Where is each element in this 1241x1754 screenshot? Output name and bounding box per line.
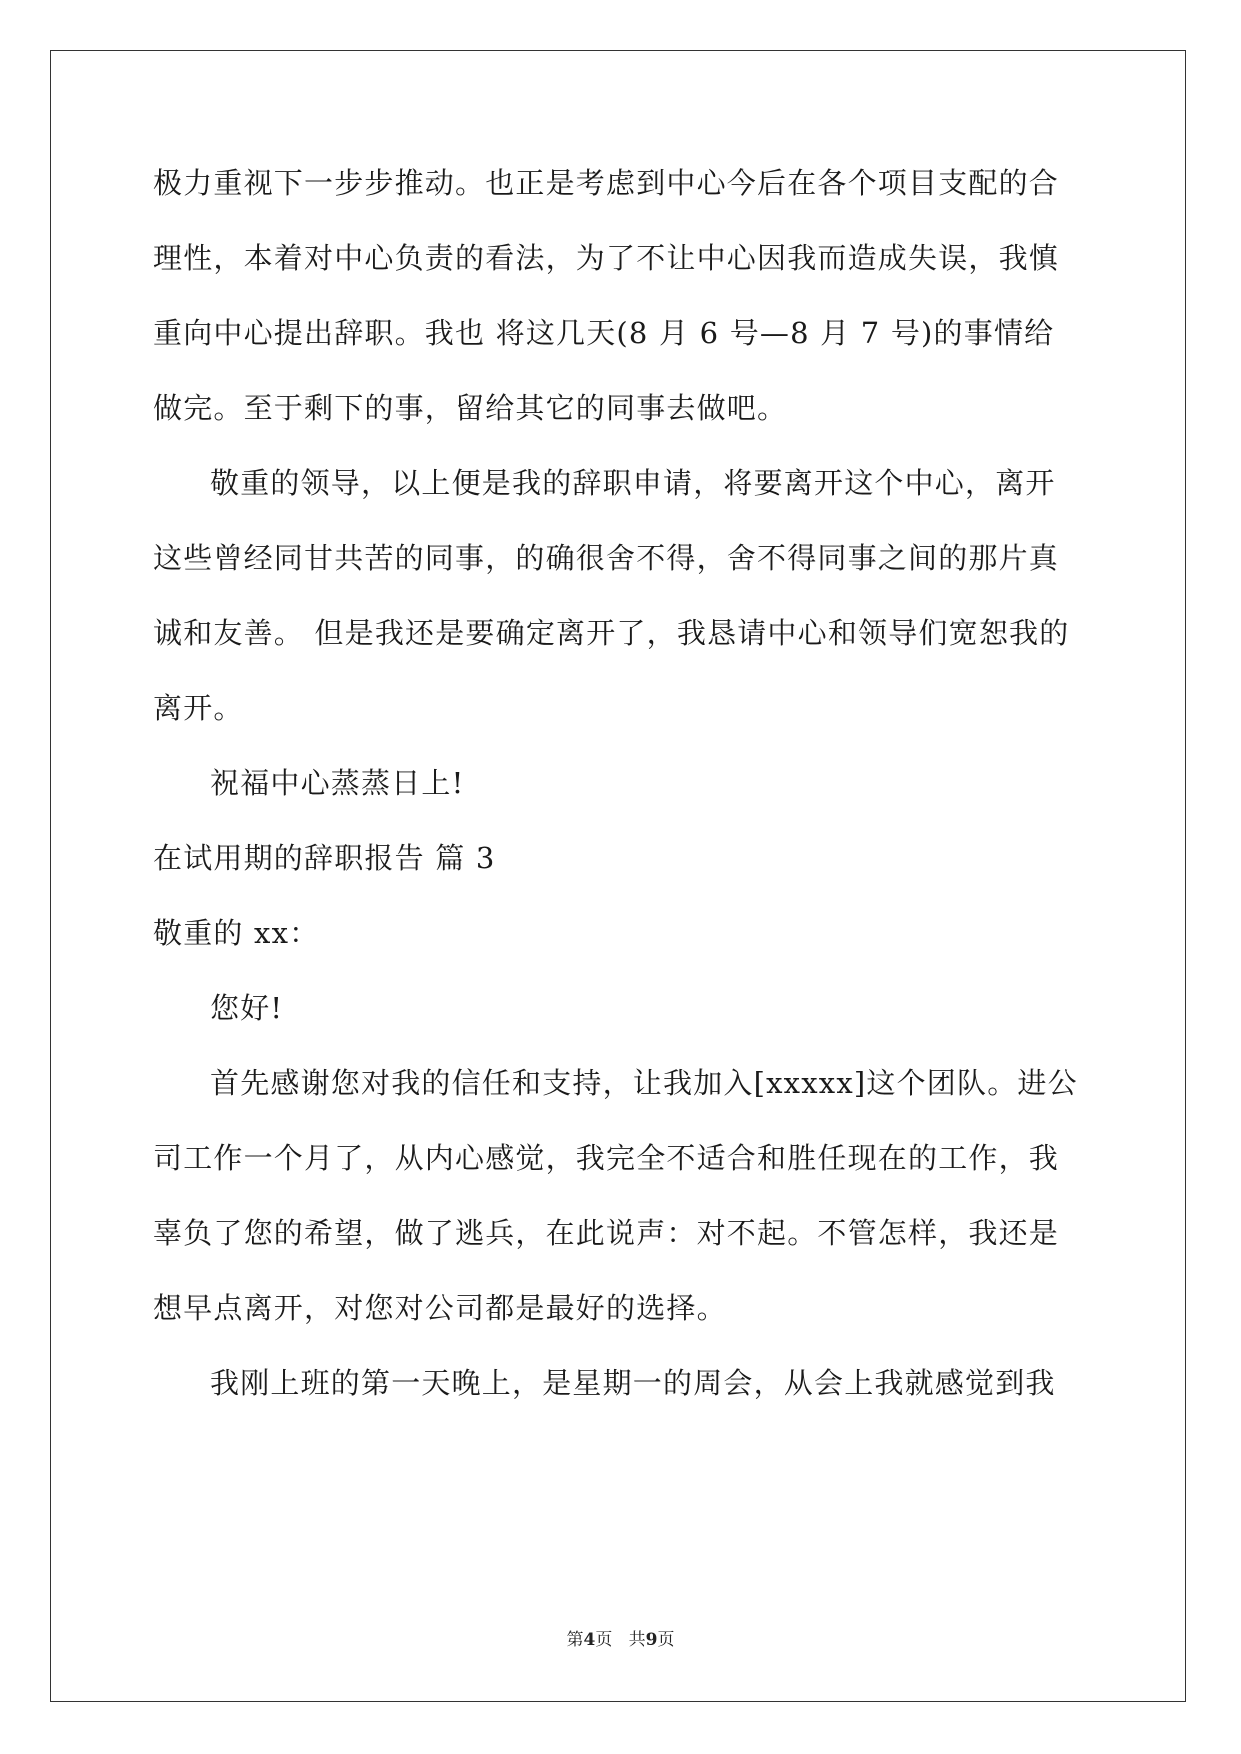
- footer-suffix: 页: [657, 1630, 675, 1650]
- text-line: 想早点离开，对您对公司都是最好的选择。: [153, 1291, 727, 1325]
- paragraph-first-line: 敬重的领导，以上便是我的辞职申请，将要离开这个中心，离开: [210, 466, 1056, 500]
- text-line: 理性，本着对中心负责的看法，为了不让中心因我而造成失误，我慎: [153, 241, 1060, 275]
- footer-prefix: 第: [566, 1630, 584, 1650]
- total-page-count: 9: [645, 1630, 658, 1650]
- current-page-number: 4: [583, 1630, 596, 1650]
- text-line: 极力重视下一步步推动。也正是考虑到中心今后在各个项目支配的合: [153, 166, 1060, 200]
- text-line: 这些曾经同甘共苦的同事，的确很舍不得，舍不得同事之间的那片真: [153, 541, 1060, 575]
- text-line: 做完。至于剩下的事，留给其它的同事去做吧。: [153, 391, 788, 425]
- paragraph-first-line: 我刚上班的第一天晚上，是星期一的周会，从会上我就感觉到我: [210, 1366, 1056, 1400]
- salutation: 敬重的 xx：: [153, 916, 320, 950]
- section-title: 在试用期的辞职报告 篇 3: [153, 841, 496, 875]
- closing-wish: 祝福中心蒸蒸日上!: [210, 766, 465, 800]
- text-line: 辜负了您的希望，做了逃兵，在此说声：对不起。不管怎样，我还是: [153, 1216, 1060, 1250]
- paragraph-first-line: 首先感谢您对我的信任和支持，让我加入[xxxxx]这个团队。进公: [210, 1066, 1078, 1100]
- greeting: 您好!: [210, 991, 284, 1025]
- text-line: 离开。: [153, 691, 244, 725]
- page-footer: [0, 1625, 1241, 1650]
- text-line: 诚和友善。 但是我还是要确定离开了，我恳请中心和领导们宽恕我的: [153, 616, 1070, 650]
- text-line: 司工作一个月了，从内心感觉，我完全不适合和胜任现在的工作，我: [153, 1141, 1060, 1175]
- footer-middle: 页 共: [595, 1630, 646, 1650]
- text-line: 重向中心提出辞职。我也 将这几天(8 月 6 号—8 月 7 号)的事情给: [153, 316, 1055, 350]
